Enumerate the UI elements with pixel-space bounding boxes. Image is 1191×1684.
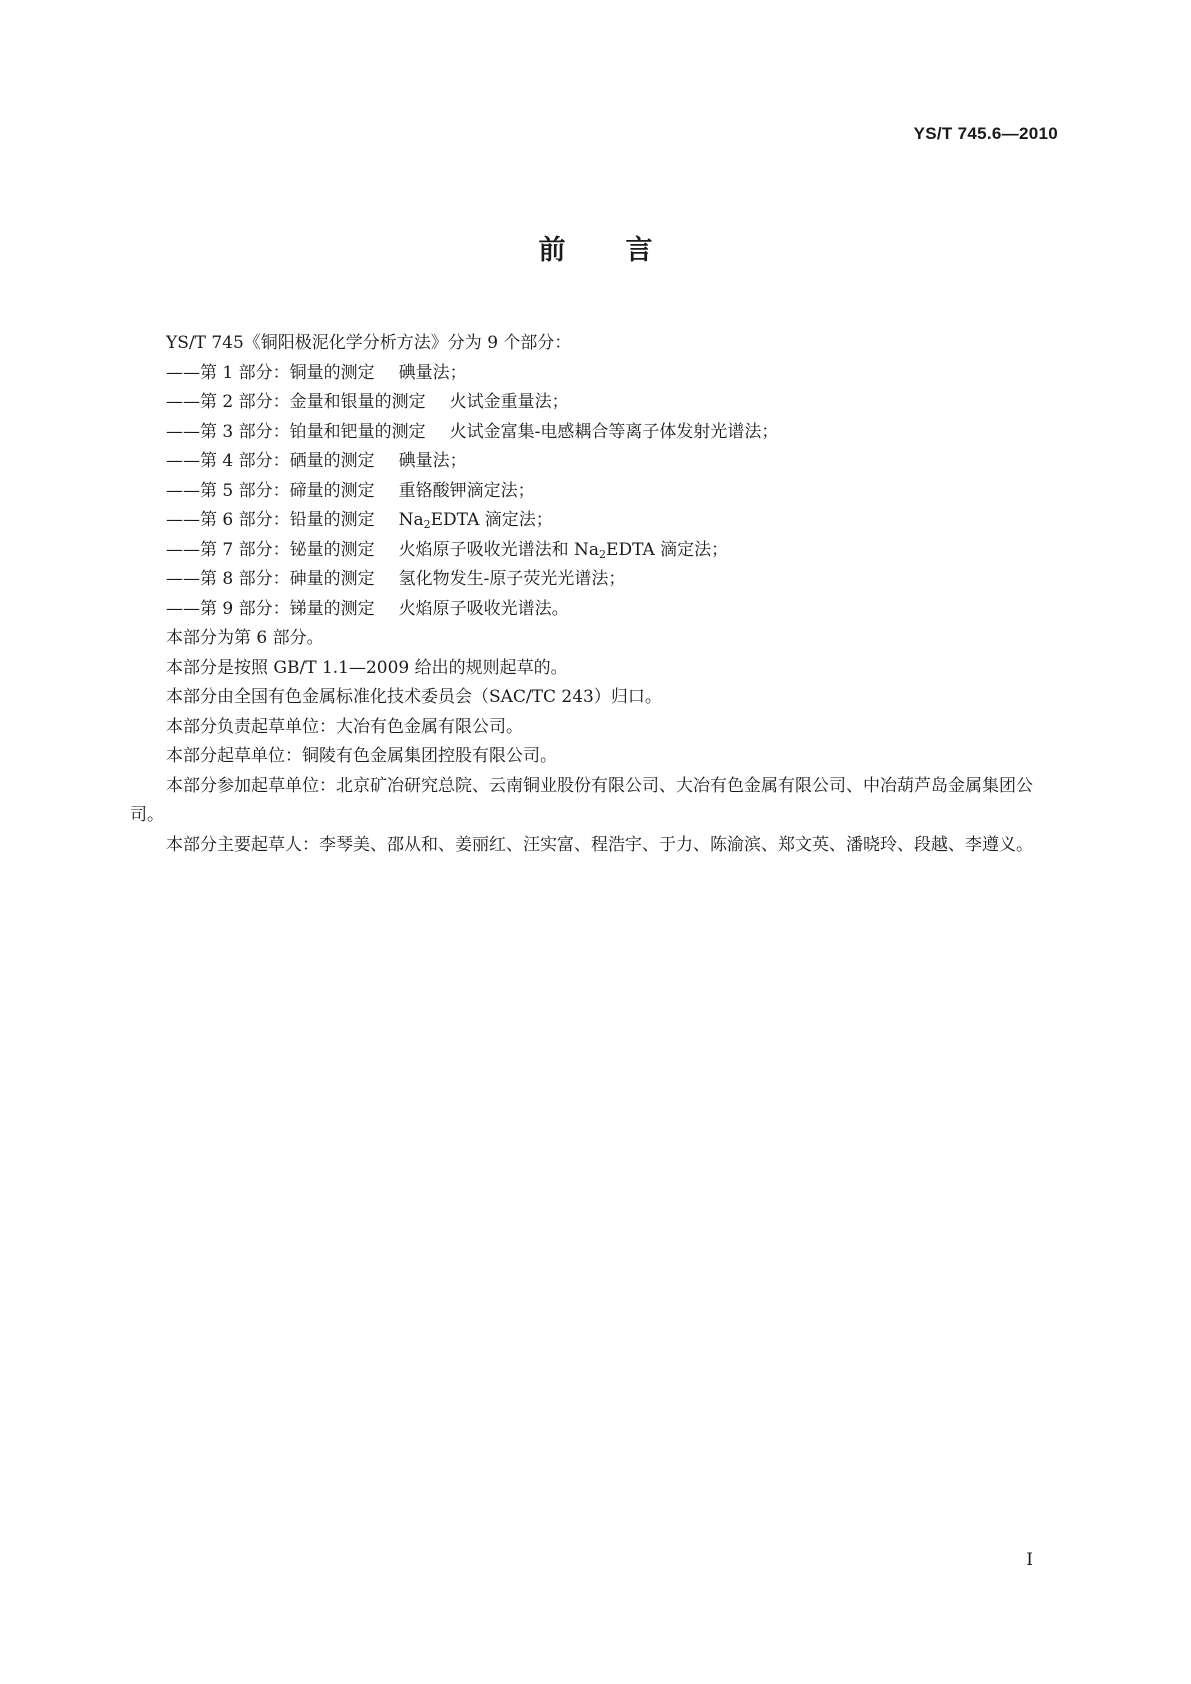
part-label: ——第 9 部分：锑量的测定 bbox=[166, 598, 375, 619]
paragraph-drafting-rules: 本部分是按照 GB/T 1.1—2009 给出的规则起草的。 bbox=[166, 657, 568, 678]
part-label: ——第 4 部分：硒量的测定 bbox=[166, 451, 375, 471]
part-method: 碘量法； bbox=[398, 451, 467, 471]
standard-code: YS/T 745.6—2010 bbox=[913, 124, 1058, 143]
part-method-pre: Na bbox=[398, 510, 424, 530]
paragraph-drafting-unit: 本部分起草单位：铜陵有色金属集团控股有限公司。 bbox=[166, 746, 557, 766]
page-number: I bbox=[1026, 1550, 1033, 1570]
part-method: 氢化物发生-原子荧光光谱法； bbox=[398, 569, 626, 589]
paragraph-participating-units: 本部分参加起草单位：北京矿冶研究总院、云南铜业股份有限公司、大冶有色金属有限公司、中冶葫芦岛金属集团公司。 bbox=[130, 775, 1033, 825]
part-method-pre: 火焰原子吸收光谱法和 Na bbox=[398, 539, 600, 560]
part-method-subscript: 2 bbox=[599, 547, 607, 561]
part-item-2 bbox=[130, 388, 1065, 418]
part-method-subscript: 2 bbox=[423, 518, 431, 531]
part-label: ——第 8 部分：砷量的测定 bbox=[166, 569, 375, 589]
part-label: ——第 2 部分：金量和银量的测定 bbox=[166, 392, 426, 412]
page-title: 前言 bbox=[538, 235, 713, 266]
part-method-post: EDTA 滴定法； bbox=[430, 510, 553, 530]
paragraph-committee: 本部分由全国有色金属标准化技术委员会（SAC/TC 243）归口。 bbox=[166, 687, 662, 707]
part-method: 重铬酸钾滴定法； bbox=[398, 480, 535, 501]
paragraph-responsible-unit: 本部分负责起草单位：大冶有色金属有限公司。 bbox=[166, 716, 523, 737]
part-item-9 bbox=[130, 595, 1065, 625]
part-method: 火焰原子吸收光谱法。 bbox=[398, 598, 569, 619]
part-label: ——第 3 部分：铂量和钯量的测定 bbox=[166, 421, 426, 442]
part-item-4 bbox=[130, 447, 1065, 477]
part-item-7 bbox=[130, 536, 1065, 566]
part-label: ——第 5 部分：碲量的测定 bbox=[166, 480, 375, 501]
document-body bbox=[130, 329, 1065, 860]
part-label: ——第 1 部分：铜量的测定 bbox=[166, 362, 375, 383]
part-item-6 bbox=[130, 506, 1065, 536]
part-method-post: EDTA 滴定法； bbox=[606, 539, 729, 560]
part-label: ——第 7 部分：铋量的测定 bbox=[166, 539, 375, 560]
intro-paragraph: YS/T 745《铜阳极泥化学分析方法》分为 9 个部分： bbox=[166, 333, 572, 353]
part-item-5 bbox=[130, 477, 1065, 507]
part-item-8 bbox=[130, 565, 1065, 595]
paragraph-part-number: 本部分为第 6 部分。 bbox=[166, 628, 324, 648]
part-method: 火试金重量法； bbox=[449, 392, 569, 412]
part-label: ——第 6 部分：铅量的测定 bbox=[166, 510, 375, 530]
part-method: 碘量法； bbox=[398, 362, 467, 383]
paragraph-drafters: 本部分主要起草人：李琴美、邵从和、姜丽红、汪实富、程浩宇、于力、陈渝滨、郑文英、潘晓玲、段越、李遵义。 bbox=[166, 834, 1033, 855]
part-item-1 bbox=[130, 359, 1065, 389]
part-method: 火试金富集-电感耦合等离子体发射光谱法； bbox=[449, 421, 779, 442]
part-item-3 bbox=[130, 418, 1065, 448]
